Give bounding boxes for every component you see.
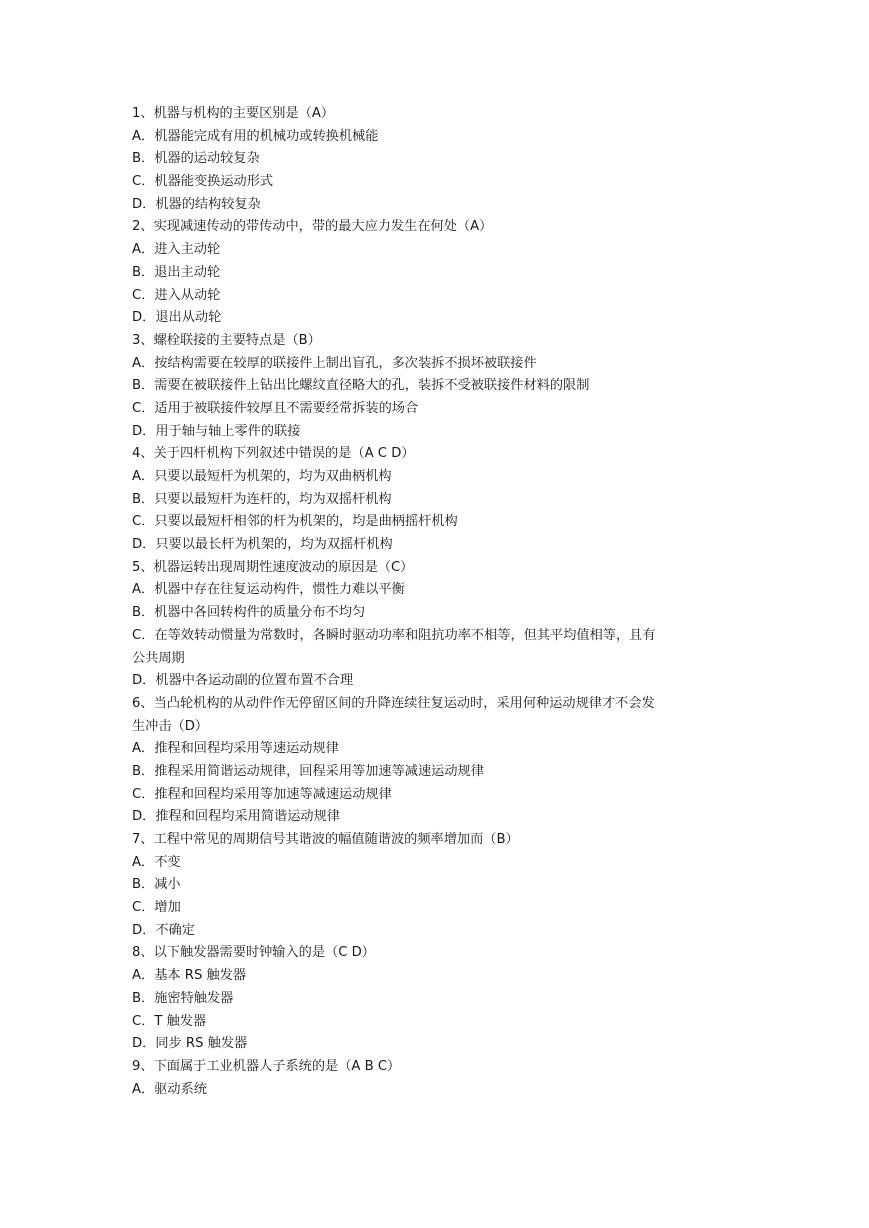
q6-option-b: B．推程采用简谐运动规律，回程采用等加速等减速运动规律 xyxy=(132,763,484,779)
q4-option-b: B．只要以最短杆为连杆的，均为双摇杆机构 xyxy=(132,491,392,507)
q4-option-a: A．只要以最短杆为机架的，均为双曲柄机构 xyxy=(132,469,392,484)
q8-option-a: A．基本 RS 触发器 xyxy=(132,968,247,984)
q5-option-b: B．机器中各回转构件的质量分布不均匀 xyxy=(132,605,366,621)
q2-stem: 2、实现减速传动的带传动中，带的最大应力发生在何处（A） xyxy=(132,219,493,235)
q3-stem: 3、螺栓联接的主要特点是（B） xyxy=(132,332,321,348)
q5-option-c: C．在等效转动惯量为常数时，各瞬时驱动功率和阻抗功率不相等，但其平均值相等，且有 xyxy=(132,627,656,643)
q1-option-a: A．机器能完成有用的机械功或转换机械能 xyxy=(132,128,379,144)
q3-option-a: A．按结构需要在较厚的联接件上制出盲孔，多次装拆不损坏被联接件 xyxy=(132,355,537,371)
q4-option-c: C．只要以最短杆相邻的杆为机架的，均是曲柄摇杆机构 xyxy=(132,514,458,530)
q9-option-a: A．驱动系统 xyxy=(132,1081,207,1097)
q3-option-b: B．需要在被联接件上钻出比螺纹直径略大的孔，装拆不受被联接件材料的限制 xyxy=(132,378,590,394)
q1-option-d: D．机器的结构较复杂 xyxy=(132,196,261,212)
q3-option-d: D．用于轴与轴上零件的联接 xyxy=(132,423,301,439)
q4-stem: 4、关于四杆机构下列叙述中错误的是（A C D） xyxy=(132,446,415,462)
q2-option-d: D．退出从动轮 xyxy=(132,310,222,326)
q6-option-c: C．推程和回程均采用等加速等减速运动规律 xyxy=(132,786,392,802)
q7-option-c: C．增加 xyxy=(132,900,181,916)
q7-option-a: A．不变 xyxy=(132,854,181,870)
q1-option-b: B．机器的运动较复杂 xyxy=(132,151,260,167)
q8-stem: 8、以下触发器需要时钟输入的是（C D） xyxy=(132,945,375,961)
q6-option-a: A．推程和回程均采用等速运动规律 xyxy=(132,741,339,757)
q8-option-d: D．同步 RS 触发器 xyxy=(132,1036,248,1052)
q6-stem: 6、当凸轮机构的从动件作无停留区间的升降连续往复运动时，采用何种运动规律才不会发 xyxy=(132,695,655,711)
q5-stem: 5、机器运转出现周期性速度波动的原因是（C） xyxy=(132,559,414,575)
q9-stem: 9、下面属于工业机器人子系统的是（A B C） xyxy=(132,1058,401,1074)
q4-option-d: D．只要以最长杆为机架的，均为双摇杆机构 xyxy=(132,537,393,553)
q2-option-c: C．进入从动轮 xyxy=(132,287,221,303)
q6-stem-continued: 生冲击（D） xyxy=(132,718,209,734)
q5-option-c-continued: 公共周期 xyxy=(132,650,185,666)
q5-option-a: A．机器中存在往复运动构件，惯性力难以平衡 xyxy=(132,582,405,598)
q2-option-b: B．退出主动轮 xyxy=(132,264,221,280)
q8-option-b: B．施密特触发器 xyxy=(132,990,234,1006)
q8-option-c: C．T 触发器 xyxy=(132,1013,207,1029)
q7-option-b: B．减小 xyxy=(132,877,181,893)
q6-option-d: D．推程和回程均采用简谐运动规律 xyxy=(132,809,340,825)
q3-option-c: C．适用于被联接件较厚且不需要经常拆装的场合 xyxy=(132,400,419,416)
q2-option-a: A．进入主动轮 xyxy=(132,242,221,258)
q5-option-d: D．机器中各运动副的位置布置不合理 xyxy=(132,673,354,689)
question-list xyxy=(132,103,744,1101)
q7-stem: 7、工程中常见的周期信号其谐波的幅值随谐波的频率增加而（B） xyxy=(132,832,519,847)
q1-option-c: C．机器能变换运动形式 xyxy=(132,174,274,190)
q1-stem: 1、机器与机构的主要区别是（A） xyxy=(132,106,335,121)
q7-option-d: D．不确定 xyxy=(132,922,195,938)
